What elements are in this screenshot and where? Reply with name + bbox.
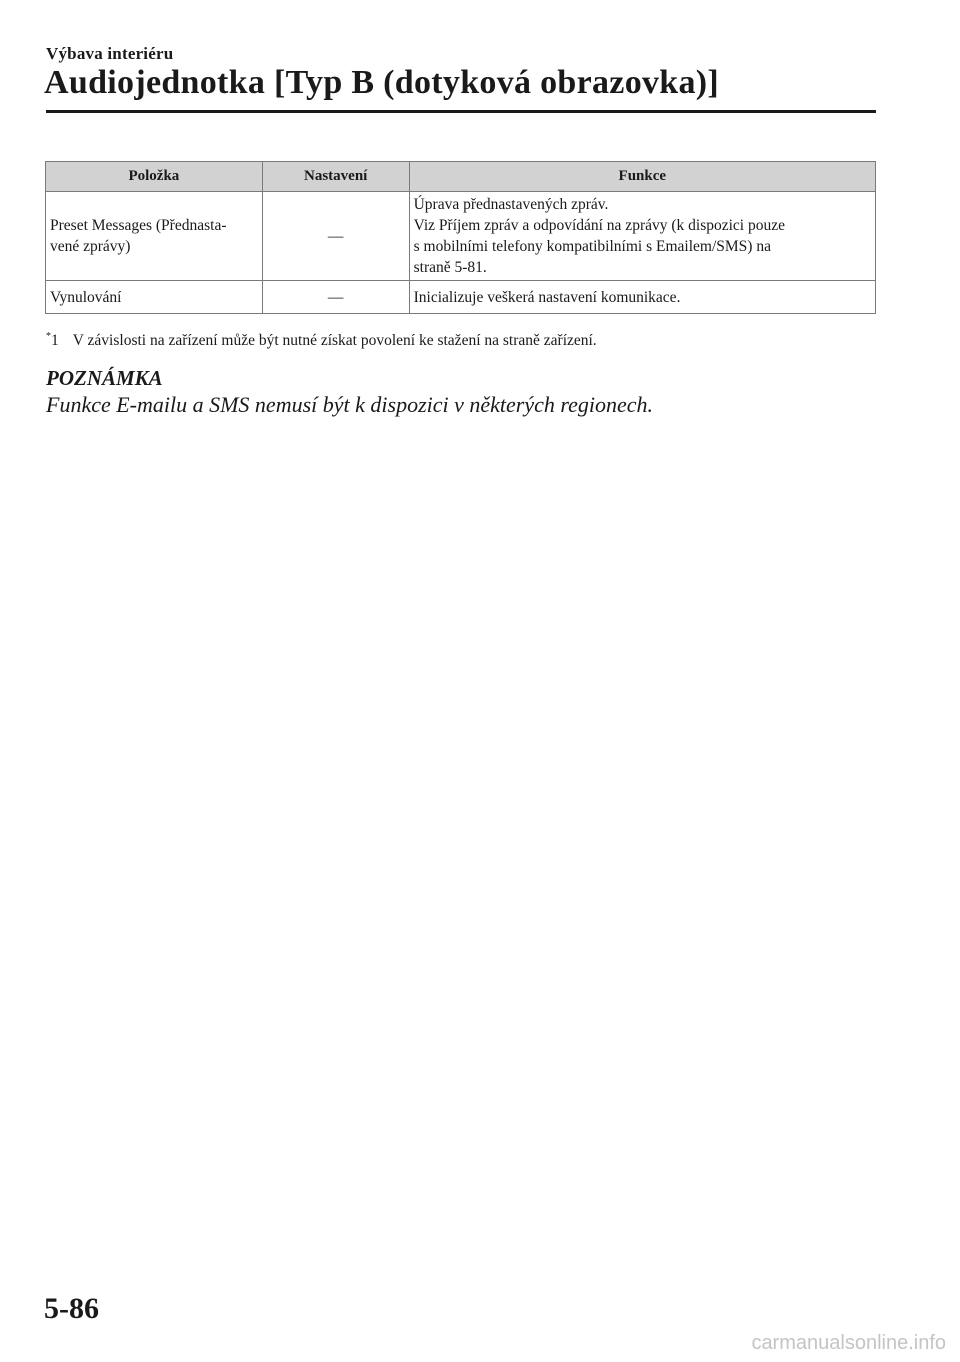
footnote-number: 1 <box>51 332 59 349</box>
column-header-setting: Nastavení <box>262 162 409 192</box>
table-cell-setting: — <box>262 281 409 314</box>
table-cell-item: Vynulování <box>46 281 263 314</box>
column-header-item: Položka <box>46 162 263 192</box>
footnote-marker: * <box>46 331 51 342</box>
table-cell-setting: — <box>262 192 409 281</box>
table-row <box>46 192 876 281</box>
page-number: 5-86 <box>44 1292 99 1325</box>
column-header-function: Funkce <box>409 162 875 192</box>
watermark: carmanualsonline.info <box>751 1332 946 1354</box>
heading-divider <box>46 110 876 113</box>
note-text: Funkce E-mailu a SMS nemusí být k dispozici v některých regionech. <box>46 392 654 417</box>
function-line: Viz Příjem zpráv a odpovídání na zprávy (k dispozici pouze <box>413 217 785 234</box>
footnote <box>46 331 597 350</box>
table-cell-function <box>409 192 875 281</box>
function-line: Úprava přednastavených zpráv. <box>413 196 609 213</box>
section-title: Výbava interiéru <box>46 44 174 63</box>
page-title: Audiojednotka [Typ B (dotyková obrazovka)] <box>44 64 720 101</box>
function-line: s mobilními telefony kompatibilními s Emailem/SMS) na <box>413 238 771 255</box>
table-cell-item <box>46 192 263 281</box>
note-title: POZNÁMKA <box>46 366 163 390</box>
table-cell-function: Inicializuje veškerá nastavení komunikace. <box>409 281 875 314</box>
item-line: Preset Messages (Přednasta- <box>50 217 227 234</box>
table-header-row <box>46 162 876 192</box>
table-row <box>46 281 876 314</box>
settings-table <box>45 161 876 314</box>
function-line: straně 5-81. <box>413 259 487 276</box>
item-line: vené zprávy) <box>50 238 131 255</box>
footnote-text: V závislosti na zařízení může být nutné získat povolení ke stažení na straně zařízení. <box>72 332 597 349</box>
